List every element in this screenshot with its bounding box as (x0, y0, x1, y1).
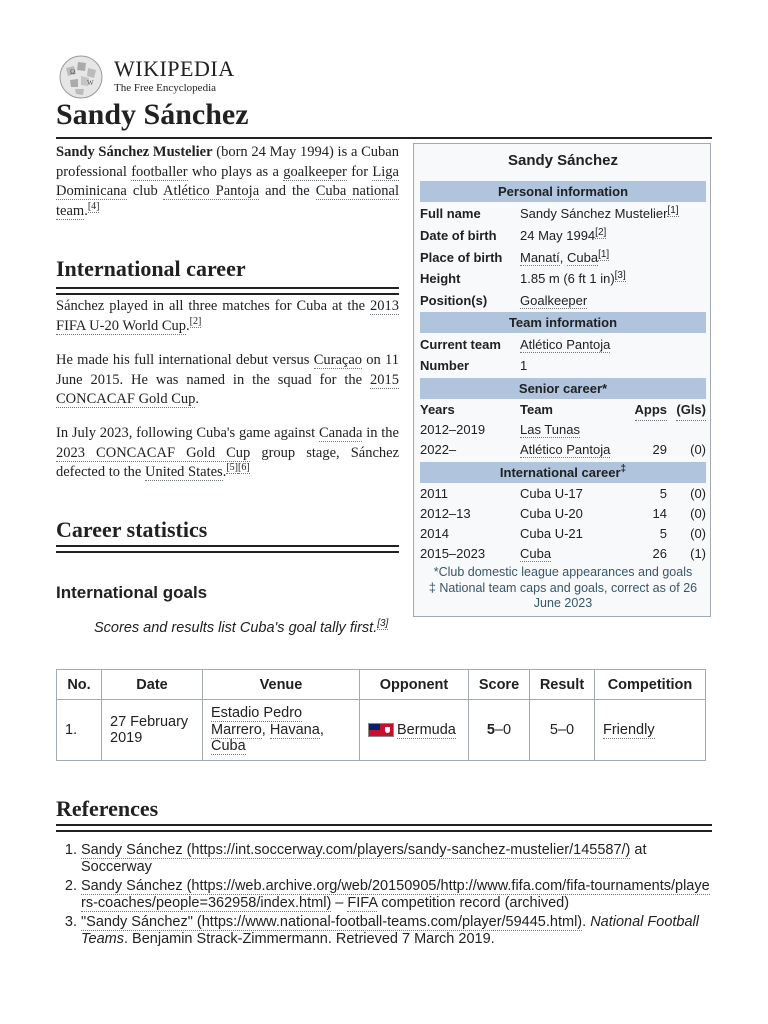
ref-text: . (582, 914, 591, 930)
score-bold: 5 (486, 721, 495, 738)
link-atletico-pantoja[interactable]: Atlético Pantoja (162, 183, 260, 200)
bermuda-flag-icon (368, 723, 394, 737)
infobox (413, 143, 711, 617)
link-cuba-team[interactable]: Cuba (520, 546, 552, 561)
footnote-national: ‡ National team caps and goals, correct as of 26 June 2023 (428, 580, 698, 610)
ref-text: at Soccerway (81, 842, 647, 875)
th-opponent: Opponent (360, 670, 469, 700)
goal-score (469, 700, 530, 761)
link-cuba[interactable]: Cuba (566, 250, 599, 265)
col-gls[interactable]: (Gls) (676, 400, 706, 421)
infobox-label: Current team (420, 337, 501, 352)
goal-competition (595, 700, 706, 761)
infobox-row-dob (420, 226, 706, 246)
infobox-label: Full name (420, 206, 481, 221)
header-text: International career (499, 465, 621, 480)
link-curacao[interactable]: Curaçao (313, 352, 363, 368)
infobox-footnotes (420, 565, 706, 612)
career-gls: (0) (690, 526, 706, 541)
ref-2-fifa-link[interactable]: FIFA (347, 895, 378, 911)
infobox-label: Date of birth (420, 228, 497, 243)
career-gls: (0) (690, 506, 706, 521)
para-text: . (195, 391, 200, 408)
caption-text: Scores and results list Cuba's goal tally first. (94, 620, 378, 636)
th-venue: Venue (203, 670, 360, 700)
separator: , (559, 250, 567, 265)
para-text: . (222, 464, 227, 481)
col-team: Team (520, 402, 553, 417)
title-divider (56, 137, 712, 139)
infobox-value: 1 (520, 358, 528, 373)
international-goals-table (56, 669, 706, 761)
reference-item (81, 842, 712, 876)
ref-link-3[interactable]: [3] (377, 618, 389, 630)
ref-2-link[interactable]: Sandy Sánchez (https://web.archive.org/web/20150905/http://www.fifa.com/fifa-tournaments/players-coaches/people=362958/index.html) (81, 878, 710, 911)
link-liga-dominicana[interactable]: Liga Dominicana (56, 163, 399, 200)
goal-venue (203, 700, 360, 761)
table-row (57, 700, 706, 761)
lead-bold-name: Sandy Sánchez Mustelier (56, 144, 213, 160)
link-bermuda[interactable]: Bermuda (397, 721, 456, 738)
career-apps: 26 (652, 546, 667, 561)
link-manati[interactable]: Manatí (520, 250, 560, 265)
wikipedia-globe-logo[interactable] (56, 54, 106, 100)
ref-link-4[interactable]: [4] (87, 200, 100, 212)
table-header-row (57, 670, 706, 700)
link-havana[interactable]: Havana (269, 721, 320, 738)
ref-link-3[interactable]: [3] (614, 269, 626, 281)
ref-link-2[interactable]: [2] (189, 315, 202, 327)
ref-link-2[interactable]: [2] (595, 226, 607, 238)
lead-text: who plays as a (187, 163, 284, 180)
career-team (520, 440, 610, 460)
lead-text: (born 24 May 1994) is a Cuban professional (56, 144, 399, 180)
th-date: Date (102, 670, 203, 700)
lead-text: and the (259, 183, 316, 200)
intl-career-row (420, 504, 706, 524)
wikipedia-wordmark[interactable] (114, 56, 235, 94)
link-canada[interactable]: Canada (318, 425, 363, 441)
heading-divider (56, 824, 712, 832)
senior-career-row (420, 440, 706, 460)
link-goalkeeper[interactable]: Goalkeeper (520, 293, 588, 308)
col-years: Years (420, 402, 455, 417)
infobox-row-number (420, 356, 706, 376)
career-team (520, 420, 580, 440)
infobox-value (520, 335, 610, 355)
dob-value: 24 May 1994 (520, 228, 596, 243)
height-value: 1.85 m (6 ft 1 in) (520, 271, 615, 286)
career-team: Cuba U-21 (520, 526, 583, 541)
infobox-row-full-name (420, 204, 706, 224)
infobox-value (520, 291, 587, 311)
para-text: group stage, Sánchez defected to the (56, 444, 399, 481)
infobox-row-position (420, 291, 706, 311)
link-2015-gold-cup[interactable]: 2015 CONCACAF Gold Cup (56, 371, 399, 408)
infobox-label: Height (420, 271, 461, 286)
para-text: In July 2023, following Cuba's game against (56, 425, 319, 441)
infobox-row-pob (420, 248, 706, 268)
lead-text: . (84, 202, 88, 219)
link-cuba[interactable]: Cuba (211, 738, 246, 755)
infobox-header-personal: Personal information (420, 181, 706, 202)
career-gls: (0) (690, 442, 706, 457)
career-team: Cuba U-17 (520, 486, 583, 501)
career-apps: 14 (652, 506, 667, 521)
career-team (520, 544, 551, 564)
heading-international-career: International career (56, 256, 246, 281)
intl-paragraph-3 (56, 424, 399, 483)
link-2023-gold-cup[interactable]: 2023 CONCACAF Gold Cup (56, 444, 251, 461)
infobox-value (520, 226, 606, 246)
infobox-header-senior-career: Senior career* (420, 378, 706, 399)
career-years: 2012–2019 (420, 422, 486, 437)
intl-career-row (420, 484, 706, 504)
lead-paragraph (56, 143, 399, 221)
ref-link-5[interactable]: [5] (226, 462, 238, 474)
reference-item (81, 878, 712, 912)
separator: , (319, 721, 324, 738)
infobox-label: Position(s) (420, 293, 488, 308)
infobox-title: Sandy Sánchez (507, 152, 619, 169)
goal-opponent (360, 700, 469, 761)
infobox-label: Number (420, 358, 470, 373)
th-competition: Competition (595, 670, 706, 700)
career-gls: (1) (690, 546, 706, 561)
th-result: Result (530, 670, 595, 700)
intl-career-row (420, 524, 706, 544)
para-text: . (186, 317, 190, 334)
link-cuba-national-team[interactable]: Cuba national team (56, 183, 399, 219)
link-2013-u20-world-cup[interactable]: 2013 FIFA U-20 World Cup (56, 298, 399, 334)
intl-paragraph-1 (56, 297, 399, 336)
infobox-value (520, 269, 626, 289)
intl-career-row (420, 544, 706, 564)
footnote-club: *Club domestic league appearances and goals (433, 565, 693, 579)
career-years: 2012–13 (420, 506, 471, 521)
para-text: in the (362, 425, 399, 441)
col-apps[interactable]: Apps (635, 400, 668, 421)
infobox-row-height (420, 269, 706, 289)
goal-result: 5–0 (530, 700, 595, 761)
infobox-row-current-team (420, 335, 706, 355)
link-estadio-pedro-marrero[interactable]: Estadio Pedro Marrero (211, 705, 303, 738)
heading-international-goals: International goals (56, 583, 208, 602)
ref-publication: National Football Teams (81, 914, 700, 947)
svg-text:Ω: Ω (70, 68, 76, 76)
ref-link-6[interactable]: [6] (238, 462, 250, 474)
full-name-value: Sandy Sánchez Mustelier (520, 206, 668, 221)
infobox-label: Place of birth (420, 250, 503, 265)
link-footballer[interactable]: footballer (131, 163, 188, 180)
lead-text: for (346, 163, 373, 180)
separator: , (261, 721, 270, 738)
heading-divider (56, 545, 399, 553)
infobox-header-team: Team information (420, 312, 706, 333)
th-no: No. (57, 670, 102, 700)
goal-date: 27 February 2019 (102, 700, 203, 761)
ref-3-link[interactable]: "Sandy Sánchez" (https://www.national-football-teams.com/player/59445.html) (81, 914, 583, 930)
infobox-career-column-headers (420, 400, 706, 420)
footnote-mark: ‡ (620, 463, 627, 475)
career-apps: 5 (659, 526, 667, 541)
th-score: Score (469, 670, 530, 700)
senior-career-row (420, 420, 706, 440)
ref-link-1[interactable]: [1] (667, 204, 679, 216)
infobox-header-international-career (420, 462, 706, 483)
score-rest: –0 (494, 721, 512, 738)
heading-references: References (56, 796, 159, 821)
career-apps: 29 (652, 442, 667, 457)
heading-divider (56, 287, 399, 295)
career-team: Cuba U-20 (520, 506, 583, 521)
career-years: 2022– (420, 442, 457, 457)
para-text: He made his full international debut versus (56, 352, 314, 368)
intl-paragraph-2 (56, 351, 399, 410)
ref-text: . Benjamin Strack-Zimmermann. Retrieved 7 March 2019. (123, 931, 495, 947)
heading-career-statistics: Career statistics (56, 517, 208, 542)
infobox-value (520, 248, 609, 268)
lead-text: club (126, 183, 163, 200)
reference-item (81, 914, 712, 948)
wordmark-text: WIKIPEDIA (114, 56, 235, 81)
link-atletico-pantoja[interactable]: Atlético Pantoja (520, 442, 611, 457)
para-text: on 11 June 2015. He was named in the squad for the (56, 352, 399, 388)
ref-link-1[interactable]: [1] (598, 248, 610, 260)
link-las-tunas[interactable]: Las Tunas (520, 422, 580, 437)
para-text: Sánchez played in all three matches for Cuba at the (56, 298, 370, 314)
career-years: 2014 (420, 526, 449, 541)
career-years: 2011 (420, 486, 448, 501)
page-title: Sandy Sánchez (56, 98, 249, 131)
goals-caption (94, 619, 394, 637)
infobox-value (520, 204, 679, 224)
goal-no: 1. (57, 700, 102, 761)
link-united-states[interactable]: United States (144, 464, 223, 481)
ref-text: – (331, 895, 348, 911)
link-goalkeeper[interactable]: goalkeeper (283, 163, 347, 180)
career-apps: 5 (659, 486, 667, 501)
career-years: 2015–2023 (420, 546, 486, 561)
wordmark-tagline: The Free Encyclopedia (114, 82, 217, 94)
svg-text:W: W (87, 79, 94, 87)
link-friendly[interactable]: Friendly (603, 721, 655, 738)
ref-1-link[interactable]: Sandy Sánchez (https://int.soccerway.com/players/sandy-sanchez-mustelier/145587/) (81, 842, 631, 858)
ref-text: competition record (archived) (377, 895, 570, 911)
references-list (56, 842, 712, 950)
link-atletico-pantoja[interactable]: Atlético Pantoja (520, 337, 611, 352)
career-gls: (0) (690, 486, 706, 501)
